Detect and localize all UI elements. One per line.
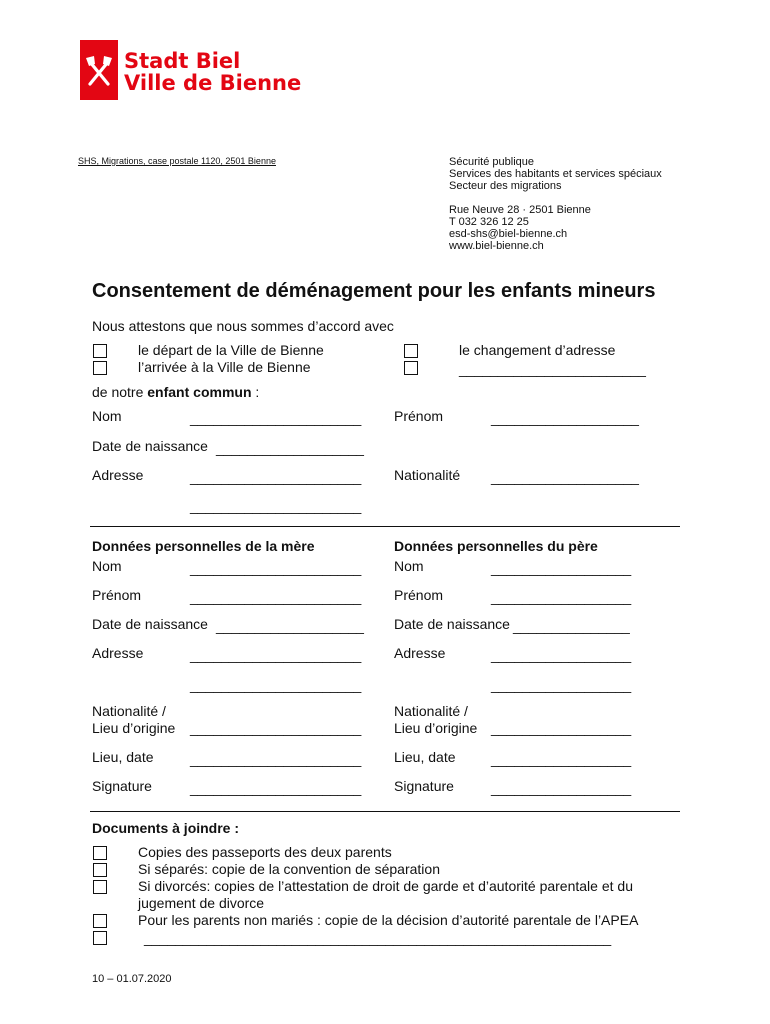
checkbox-other[interactable] <box>404 361 418 375</box>
checkbox-changement[interactable] <box>404 344 418 358</box>
intro-text: Nous attestons que nous sommes d’accord avec <box>92 318 394 334</box>
documents-heading: Documents à joindre : <box>92 820 240 836</box>
mother-adresse-field[interactable]: ______________________ <box>190 647 362 663</box>
checkbox-arrivee[interactable] <box>93 361 107 375</box>
child-prenom-label: Prénom <box>394 408 444 424</box>
address-website[interactable]: www.biel-bienne.ch <box>449 240 544 252</box>
page-title: Consentement de déménagement pour les enfants mineurs <box>92 280 656 302</box>
child-dob-field[interactable]: ___________________ <box>216 440 364 456</box>
mother-origine-label: Lieu d’origine <box>92 720 176 736</box>
child-nationalite-label: Nationalité <box>394 467 461 483</box>
father-origine-field[interactable]: __________________ <box>491 720 632 736</box>
father-nationalite-label: Nationalité / <box>394 703 468 719</box>
checkbox-doc-passeports[interactable] <box>93 846 107 860</box>
checkbox-doc-separation[interactable] <box>93 863 107 877</box>
child-adresse-field-2[interactable]: ______________________ <box>190 498 362 514</box>
change-address-field[interactable]: ________________________ <box>459 361 646 377</box>
address-line: T 032 326 12 25 <box>449 216 529 228</box>
father-heading: Données personnelles du père <box>394 538 598 554</box>
mother-origine-field[interactable]: ______________________ <box>190 720 362 736</box>
father-dob-label: Date de naissance <box>394 616 510 632</box>
father-adresse-label: Adresse <box>394 645 446 661</box>
mother-nationalite-label: Nationalité / <box>92 703 166 719</box>
mother-adresse-label: Adresse <box>92 645 144 661</box>
doc-item: Copies des passeports des deux parents <box>138 844 392 860</box>
address-line: Secteur des migrations <box>449 180 562 192</box>
option-arrivee-label: l’arrivée à la Ville de Bienne <box>138 359 311 375</box>
checkbox-depart[interactable] <box>93 344 107 358</box>
father-dob-field[interactable]: _______________ <box>513 618 630 634</box>
address-line: Sécurité publique <box>449 156 535 168</box>
address-line: Services des habitants et services spéciaux <box>449 168 662 180</box>
mother-lieu-date-field[interactable]: ______________________ <box>190 751 362 767</box>
mother-prenom-field[interactable]: ______________________ <box>190 589 362 605</box>
mother-nom-field[interactable]: ______________________ <box>190 560 362 576</box>
father-lieu-date-label: Lieu, date <box>394 749 456 765</box>
doc-item: Si séparés: copie de la convention de séparation <box>138 861 440 877</box>
doc-other-field[interactable]: ____________________________________________________________ <box>144 930 612 946</box>
mother-dob-field[interactable]: ___________________ <box>216 618 364 634</box>
child-nom-field[interactable]: ______________________ <box>190 410 362 426</box>
checkbox-doc-apea[interactable] <box>93 914 107 928</box>
option-changement-label: le changement d’adresse <box>459 342 616 358</box>
doc-item: Pour les parents non mariés : copie de la décision d’autorité parentale de l’APEA <box>138 912 639 928</box>
mother-heading: Données personnelles de la mère <box>92 538 315 554</box>
mother-signature-label: Signature <box>92 778 152 794</box>
child-nom-label: Nom <box>92 408 122 424</box>
section-divider <box>90 526 680 527</box>
footer-version: 10 – 01.07.2020 <box>92 973 172 985</box>
option-depart-label: le départ de la Ville de Bienne <box>138 342 324 358</box>
logo-mark <box>80 40 118 100</box>
sender-line: SHS, Migrations, case postale 1120, 2501 Bienne <box>78 156 276 166</box>
child-intro: de notre enfant commun : <box>92 384 260 400</box>
mother-prenom-label: Prénom <box>92 587 142 603</box>
checkbox-doc-divorce[interactable] <box>93 880 107 894</box>
child-adresse-label: Adresse <box>92 467 144 483</box>
address-line: Rue Neuve 28 · 2501 Bienne <box>449 204 591 216</box>
father-nom-label: Nom <box>394 558 424 574</box>
child-dob-label: Date de naissance <box>92 438 208 454</box>
child-prenom-field[interactable]: ___________________ <box>491 410 639 426</box>
section-divider <box>90 811 680 812</box>
father-origine-label: Lieu d’origine <box>394 720 478 736</box>
father-nom-field[interactable]: __________________ <box>491 560 632 576</box>
child-adresse-field[interactable]: ______________________ <box>190 469 362 485</box>
mother-lieu-date-label: Lieu, date <box>92 749 154 765</box>
father-prenom-field[interactable]: __________________ <box>491 589 632 605</box>
father-lieu-date-field[interactable]: __________________ <box>491 751 632 767</box>
father-adresse-field-2[interactable]: __________________ <box>491 677 632 693</box>
address-email[interactable]: esd-shs@biel-bienne.ch <box>449 228 568 240</box>
checkbox-doc-other[interactable] <box>93 931 107 945</box>
father-adresse-field[interactable]: __________________ <box>491 647 632 663</box>
father-signature-label: Signature <box>394 778 454 794</box>
doc-item: Si divorcés: copies de l’attestation de droit de garde et d’autorité parentale et du <box>138 878 633 894</box>
logo-line-1: Stadt Biel <box>124 49 241 73</box>
logo-line-2: Ville de Bienne <box>124 71 302 95</box>
father-signature-field[interactable]: __________________ <box>491 780 632 796</box>
mother-signature-field[interactable]: ______________________ <box>190 780 362 796</box>
mother-nom-label: Nom <box>92 558 122 574</box>
child-nationalite-field[interactable]: ___________________ <box>491 469 639 485</box>
doc-item-continued: jugement de divorce <box>138 895 265 911</box>
crossed-axes-icon <box>80 40 118 100</box>
father-prenom-label: Prénom <box>394 587 444 603</box>
mother-adresse-field-2[interactable]: ______________________ <box>190 677 362 693</box>
mother-dob-label: Date de naissance <box>92 616 208 632</box>
